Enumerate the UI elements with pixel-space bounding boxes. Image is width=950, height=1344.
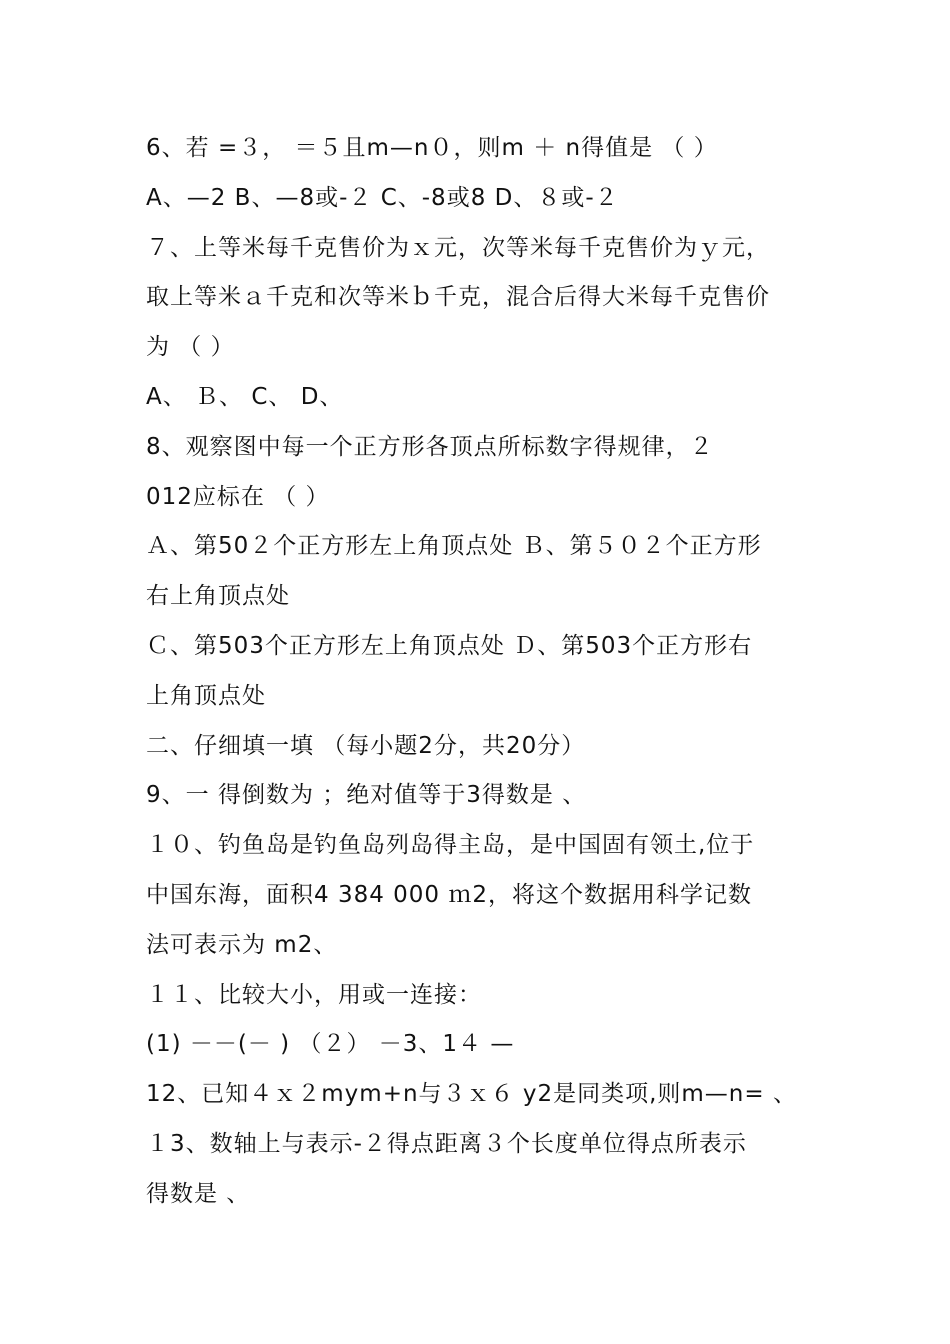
question-7-options: A、 Ｂ、 C、 D、 xyxy=(146,383,344,410)
question-8-options-cd-line-1: Ｃ、第503个正方形左上角顶点处 Ｄ、第503个正方形右 xyxy=(146,632,753,659)
question-13-line-2: 得数是 、 xyxy=(146,1180,251,1207)
question-12: 12、已知４ｘ２mym+n与３ｘ６ y2是同类项,则m—n= 、 xyxy=(146,1081,797,1108)
question-8-options-cd-line-2: 上角顶点处 xyxy=(146,682,266,709)
question-7-stem-line-1: ７、上等米每千克售价为ｘ元，次等米每千克售价为ｙ元， xyxy=(146,234,770,261)
question-11-stem: １１、比较大小，用或一连接： xyxy=(146,981,482,1008)
question-8-stem-line-2: 012应标在 （ ） xyxy=(146,483,330,510)
question-8-options-ab-line-2: 右上角顶点处 xyxy=(146,583,290,610)
document-text xyxy=(146,124,826,1220)
question-11-parts: (1) －－(－ ) （２） －3、1４ — xyxy=(146,1031,515,1058)
question-6-stem: 6、若 =３， ＝５且m—n０，则m ＋ n得值是 （ ） xyxy=(146,135,718,161)
question-13-line-1: １3、数轴上与表示-２得点距离３个长度单位得点所表示 xyxy=(146,1130,747,1157)
question-8-stem-line-1: 8、观察图中每一个正方形各顶点所标数字得规律，２ xyxy=(146,433,714,460)
question-7-stem-line-2: 取上等米ａ千克和次等米ｂ千克，混合后得大米每千克售价 xyxy=(146,284,770,311)
section-2-heading: 二、仔细填一填 （每小题2分，共20分） xyxy=(146,732,586,759)
question-8-options-ab-line-1: Ａ、第50２个正方形左上角顶点处 Ｂ、第５０２个正方形 xyxy=(146,533,762,560)
question-10-line-2: 中国东海，面积4 384 000 ｍ2，将这个数据用科学记数 xyxy=(146,881,752,908)
question-10-line-3: 法可表示为 m2、 xyxy=(146,931,338,958)
question-7-stem-line-3: 为 （ ） xyxy=(146,334,235,361)
question-6-options: A、—2 B、—8或-２ C、-8或8 D、８或-２ xyxy=(146,184,619,211)
question-10-line-1: １０、钓鱼岛是钓鱼岛列岛得主岛，是中国固有领土,位于 xyxy=(146,832,755,859)
question-9: 9、一 得倒数为 ；绝对值等于3得数是 、 xyxy=(146,782,587,809)
